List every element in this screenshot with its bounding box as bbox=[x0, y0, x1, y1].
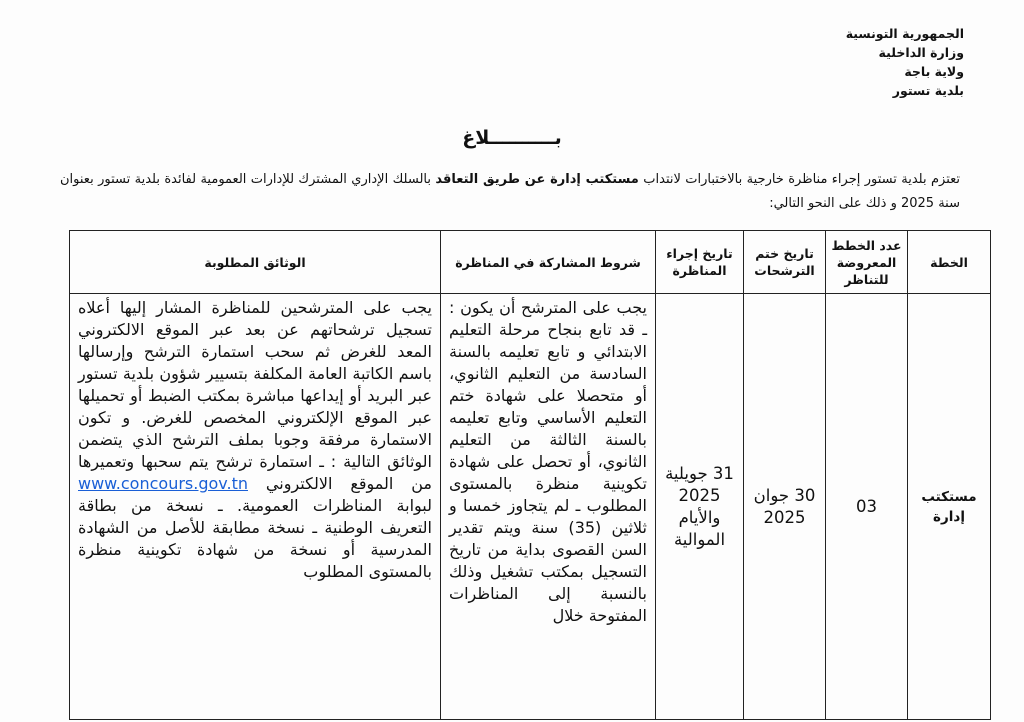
cell-conditions bbox=[441, 294, 656, 720]
header-municipality: بلدية تستور bbox=[892, 83, 964, 98]
cell-exam-date bbox=[656, 294, 744, 720]
documents-text-2: لبوابة المناظرات العمومية. ـ نسخة من بطاقة التعريف الوطنية ـ نسخة مطابقة للأصل من الشهادة المدرسية أو نسخة من شهادة تكوينية منظرة بالمستوى المطلوب bbox=[78, 496, 432, 581]
count-value: 03 bbox=[856, 496, 877, 516]
exam-date-line-1: 31 جويلية bbox=[665, 463, 734, 483]
table-header-row bbox=[70, 231, 991, 294]
issuer-header bbox=[846, 24, 964, 100]
header-republic: الجمهورية التونسية bbox=[845, 26, 964, 41]
deadline-value: 30 جوان 2025 bbox=[753, 485, 816, 527]
competition-table bbox=[69, 230, 991, 720]
header-ministry: وزارة الداخلية bbox=[878, 45, 964, 60]
header-deadline: تاريخ ختم الترشحات bbox=[744, 231, 826, 294]
cell-documents bbox=[70, 294, 441, 720]
exam-date-line-3: والأيام الموالية bbox=[673, 507, 726, 549]
cell-plan bbox=[908, 294, 991, 720]
header-conditions: شروط المشاركة في المناظرة bbox=[441, 231, 656, 294]
documents-text bbox=[70, 294, 440, 583]
header-plan: الخطة bbox=[908, 231, 991, 294]
cell-count bbox=[826, 294, 908, 720]
conditions-text: يجب على المترشح أن يكون : ـ قد تابع بنجاح مرحلة التعليم الابتدائي و تابع تعليمه بالسنة السادسة من التعليم الثانوي، أو متحصلا على شهادة ختم التعليم الأساسي وتابع تعليمه بالسنة الثالثة من التعليم الثانوي، أو تحصل على شهادة تكوينية منظرة بالمستوى المطلوب ـ لم يتجاوز خمسا و ثلاثين (35) سنة ويتم تقدير السن القصوى بداية من تاريخ التسجيل بمكتب تشغيل وذلك بالنسبة إلى المناظرات المفتوحة خلال bbox=[449, 298, 647, 625]
header-count: عدد الخطط المعروضة للتناظر bbox=[826, 231, 908, 294]
exam-date-line-2: 2025 bbox=[678, 485, 721, 505]
documents-text-1: يجب على المترشحين للمناظرة المشار إليها أعلاه تسجيل ترشحاتهم عن بعد عبر الموقع الالكتروني المعد للغرض ثم سحب استمارة الترشح وإرسالها باسم الكاتبة العامة المكلفة بتسيير شؤون بلدية تستور عبر البريد أو إيداعها مباشرة بمكتب الضبط أو تحميلها عبر الموقع الإلكتروني المخصص للغرض. و تكون الاستمارة مرفقة وجوبا بملف الترشح الذي يتضمن الوثائق التالية : ـ استمارة ترشح يتم سحبها وتعميرها من الموقع الالكتروني bbox=[78, 298, 432, 493]
intro-paragraph bbox=[60, 168, 960, 216]
table-row bbox=[70, 294, 991, 720]
page-title: بــــــــــلاغ bbox=[462, 127, 562, 149]
intro-bold-text: مستكتب إدارة عن طريق التعاقد bbox=[435, 172, 639, 187]
header-governorate: ولاية باجة bbox=[904, 64, 964, 79]
header-exam-date: تاريخ إجراء المناظرة bbox=[656, 231, 744, 294]
plan-value: مستكتب إدارة bbox=[921, 488, 977, 525]
exam-date-value bbox=[656, 294, 743, 719]
concours-website-link[interactable]: www.concours.gov.tn bbox=[78, 474, 248, 493]
intro-text-1: تعتزم بلدية تستور إجراء مناظرة خارجية بالاختبارات لانتداب bbox=[638, 172, 961, 187]
cell-deadline bbox=[744, 294, 826, 720]
intro-text-2: بالسلك الإداري المشترك للإدارات العمومية لفائدة بلدية تستور بعنوان سنة 2025 و ذلك على النحو التالي: bbox=[60, 172, 960, 211]
header-documents: الوثائق المطلوبة bbox=[70, 231, 441, 294]
